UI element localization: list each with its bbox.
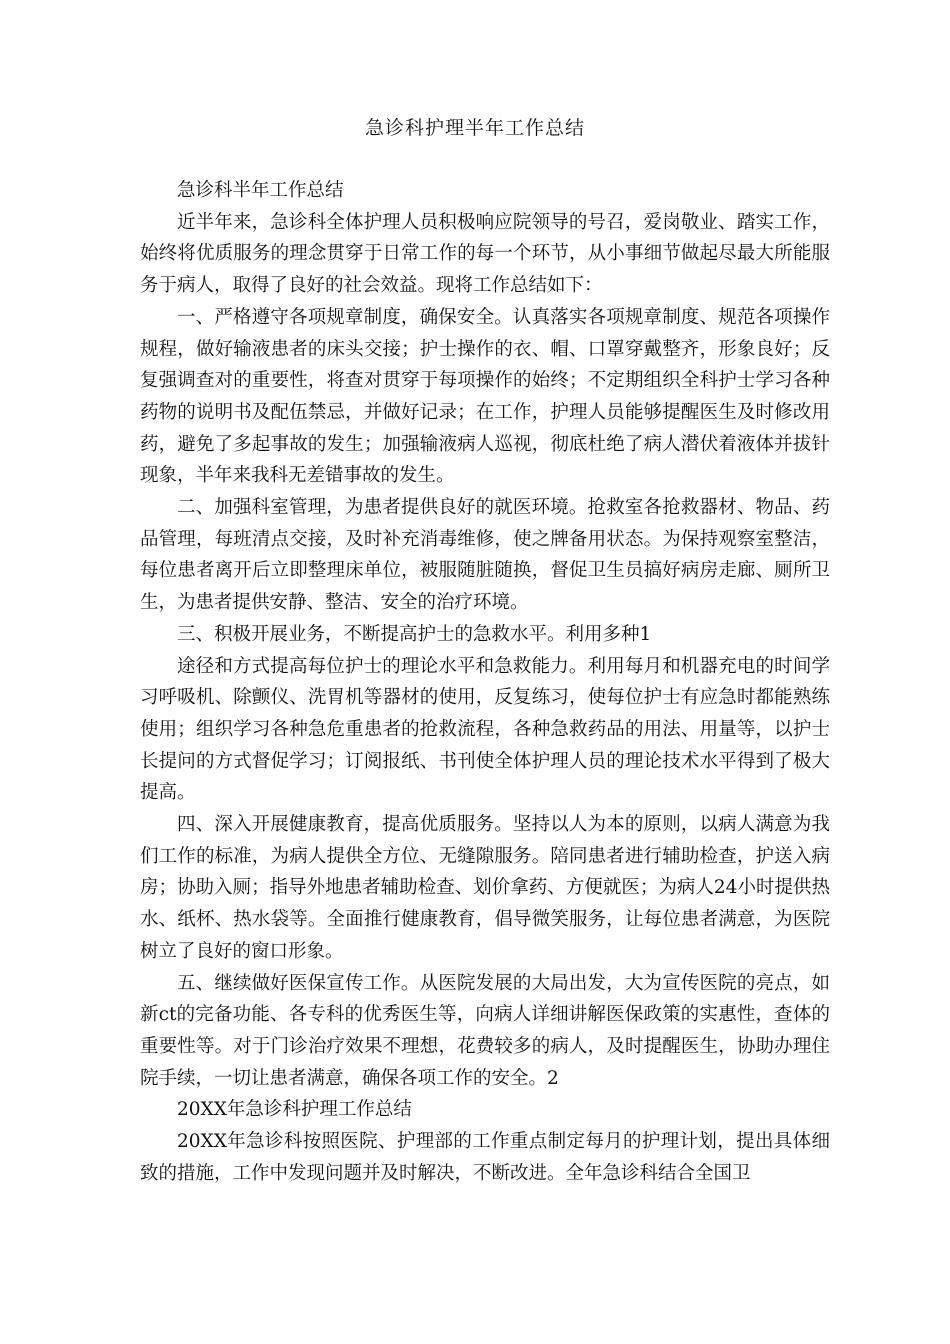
document-body bbox=[140, 175, 830, 1190]
paragraph-section-3-body: 途径和方式提高每位护士的理论水平和急救能力。利用每月和机器充电的时间学习呼吸机、除颤仪、洗胃机等器材的使用，反复练习，使每位护士有应急时都能熟练使用；组织学习各种急危重患者的抢救流程，各种急救药品的用法、用量等，以护士长提问的方式督促学习；订阅报纸、书刊使全体护理人员的理论技术水平得到了极大提高。 bbox=[140, 655, 830, 804]
document-title: 急诊科护理半年工作总结 bbox=[364, 117, 585, 139]
paragraph-section-2: 二、加强科室管理，为患者提供良好的就医环境。抢救室各抢救器材、物品、药品管理，每班清点交接，及时补充消毒维修，使之牌备用状态。为保持观察室整洁，每位患者离开后立即整理床单位，被服随脏随换，督促卫生员搞好病房走廊、厕所卫生，为患者提供安静、整洁、安全的治疗环境。 bbox=[140, 497, 830, 614]
paragraph-section-5: 五、继续做好医保宣传工作。从医院发展的大局出发，大为宣传医院的亮点，如新ct的完备功能、各专科的优秀医生等，向病人详细讲解医保政策的实惠性，查体的重要性等。对于门诊治疗效果不理想，花费较多的病人，及时提醒医生，协助办理住院手续，一切让患者满意，确保各项工作的安全。2 bbox=[140, 972, 830, 1089]
paragraph-second-title: 20XX年急诊科护理工作总结 bbox=[177, 1099, 412, 1121]
paragraph-subtitle: 急诊科半年工作总结 bbox=[177, 180, 344, 201]
paragraph-section-3-head: 三、积极开展业务，不断提高护士的急救水平。利用多种1 bbox=[177, 623, 652, 645]
paragraph-section-1: 一、严格遵守各项规章制度，确保安全。认真落实各项规章制度、规范各项操作规程，做好输液患者的床头交接；护士操作的衣、帽、口罩穿戴整齐，形象良好；反复强调查对的重要性，将查对贯穿于每项操作的始终；不定期组织全科护士学习各种药物的说明书及配伍禁忌，并做好记录；在工作，护理人员能够提醒医生及时修改用药，避免了多起事故的发生；加强输液病人巡视，彻底杜绝了病人潜伏着液体并拔针现象，半年来我科无差错事故的发生。 bbox=[140, 306, 830, 487]
paragraph-intro: 近半年来，急诊科全体护理人员积极响应院领导的号召，爱岗敬业、踏实工作，始终将优质服务的理念贯穿于日常工作的每一个环节，从小事细节做起尽最大所能服务于病人，取得了良好的社会效益。现将工作总结如下： bbox=[140, 211, 830, 297]
paragraph-section-4: 四、深入开展健康教育，提高优质服务。坚持以人为本的原则，以病人满意为我们工作的标准，为病人提供全方位、无缝隙服务。陪同患者进行辅助检查，护送入病房；协助入厕；指导外地患者辅助检查、划价拿药、方便就医；为病人24小时提供热水、纸杯、热水袋等。全面推行健康教育，倡导微笑服务，让每位患者满意，为医院树立了良好的窗口形象。 bbox=[140, 814, 830, 962]
paragraph-second-intro: 20XX年急诊科按照医院、护理部的工作重点制定每月的护理计划，提出具体细致的措施，工作中发现问题并及时解决，不断改进。全年急诊科结合全国卫 bbox=[140, 1131, 830, 1184]
